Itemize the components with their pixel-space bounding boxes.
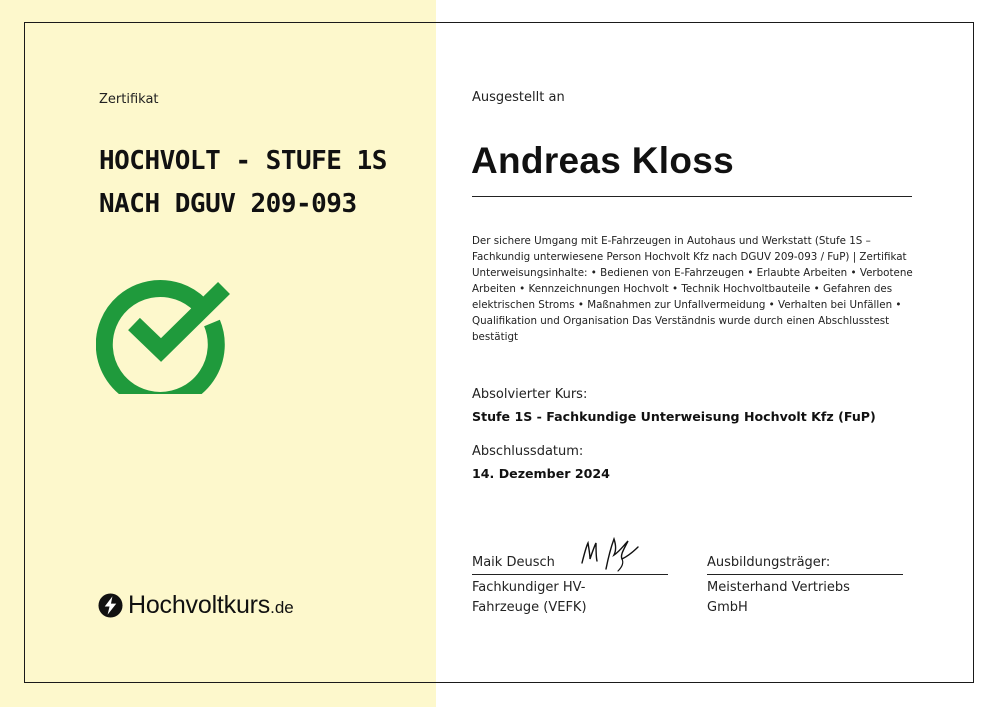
provider-line: [707, 574, 903, 575]
completion-date-value: 14. Dezember 2024: [472, 466, 610, 481]
training-provider-name: Meisterhand Vertriebs GmbH: [707, 580, 850, 615]
certificate-label: Zertifikat: [99, 92, 159, 107]
name-underline: [472, 196, 912, 197]
certificate-title: [99, 140, 419, 226]
hochvoltkurs-logo: [98, 590, 294, 620]
handwritten-signature: [578, 533, 646, 573]
course-value: Stufe 1S - Fachkundige Unterweisung Hochvolt Kfz (FuP): [472, 409, 876, 424]
title-line-2: NACH DGUV 209-093: [99, 189, 357, 219]
training-provider-label: Ausbildungsträger:: [707, 555, 831, 570]
course-label: Absolvierter Kurs:: [472, 387, 588, 402]
check-circle-icon: [96, 268, 232, 394]
completion-date-label: Abschlussdatum:: [472, 444, 584, 459]
certificate-description: Der sichere Umgang mit E-Fahrzeugen in Autohaus und Werkstatt (Stufe 1S – Fachkundig unterwiesene Person Hochvolt Kfz nach DGUV 209-093 / FuP) | Zertifikat Unterweisungsinhalte: • Bedienen von E-Fahrzeugen • Erlaubte Arbeiten • Verbotene Arbeiten • Kennzeichnungen Hochvolt • Technik Hochvoltbauteile • Gefahren des elektrischen Stroms • Maßnahmen zur Unfallvermeidung • Verhalten bei Unfällen • Qualifikation und Organisation Das Verständnis wurde durch einen Abschlusstest bestätigt: [472, 235, 913, 343]
title-line-1: HOCHVOLT - STUFE 1S: [99, 146, 387, 176]
hochvoltkurs-logo-mark-icon: [98, 593, 123, 618]
logo-tld: .de: [270, 598, 294, 617]
signature-line: [472, 574, 668, 575]
signer-role: Fachkundiger HV-Fahrzeuge (VEFK): [472, 580, 587, 615]
logo-wordmark: Hochvoltkurs: [128, 590, 271, 619]
issued-to-label: Ausgestellt an: [472, 90, 565, 105]
recipient-name: Andreas Kloss: [471, 140, 734, 181]
signer-name: Maik Deusch: [472, 555, 555, 570]
